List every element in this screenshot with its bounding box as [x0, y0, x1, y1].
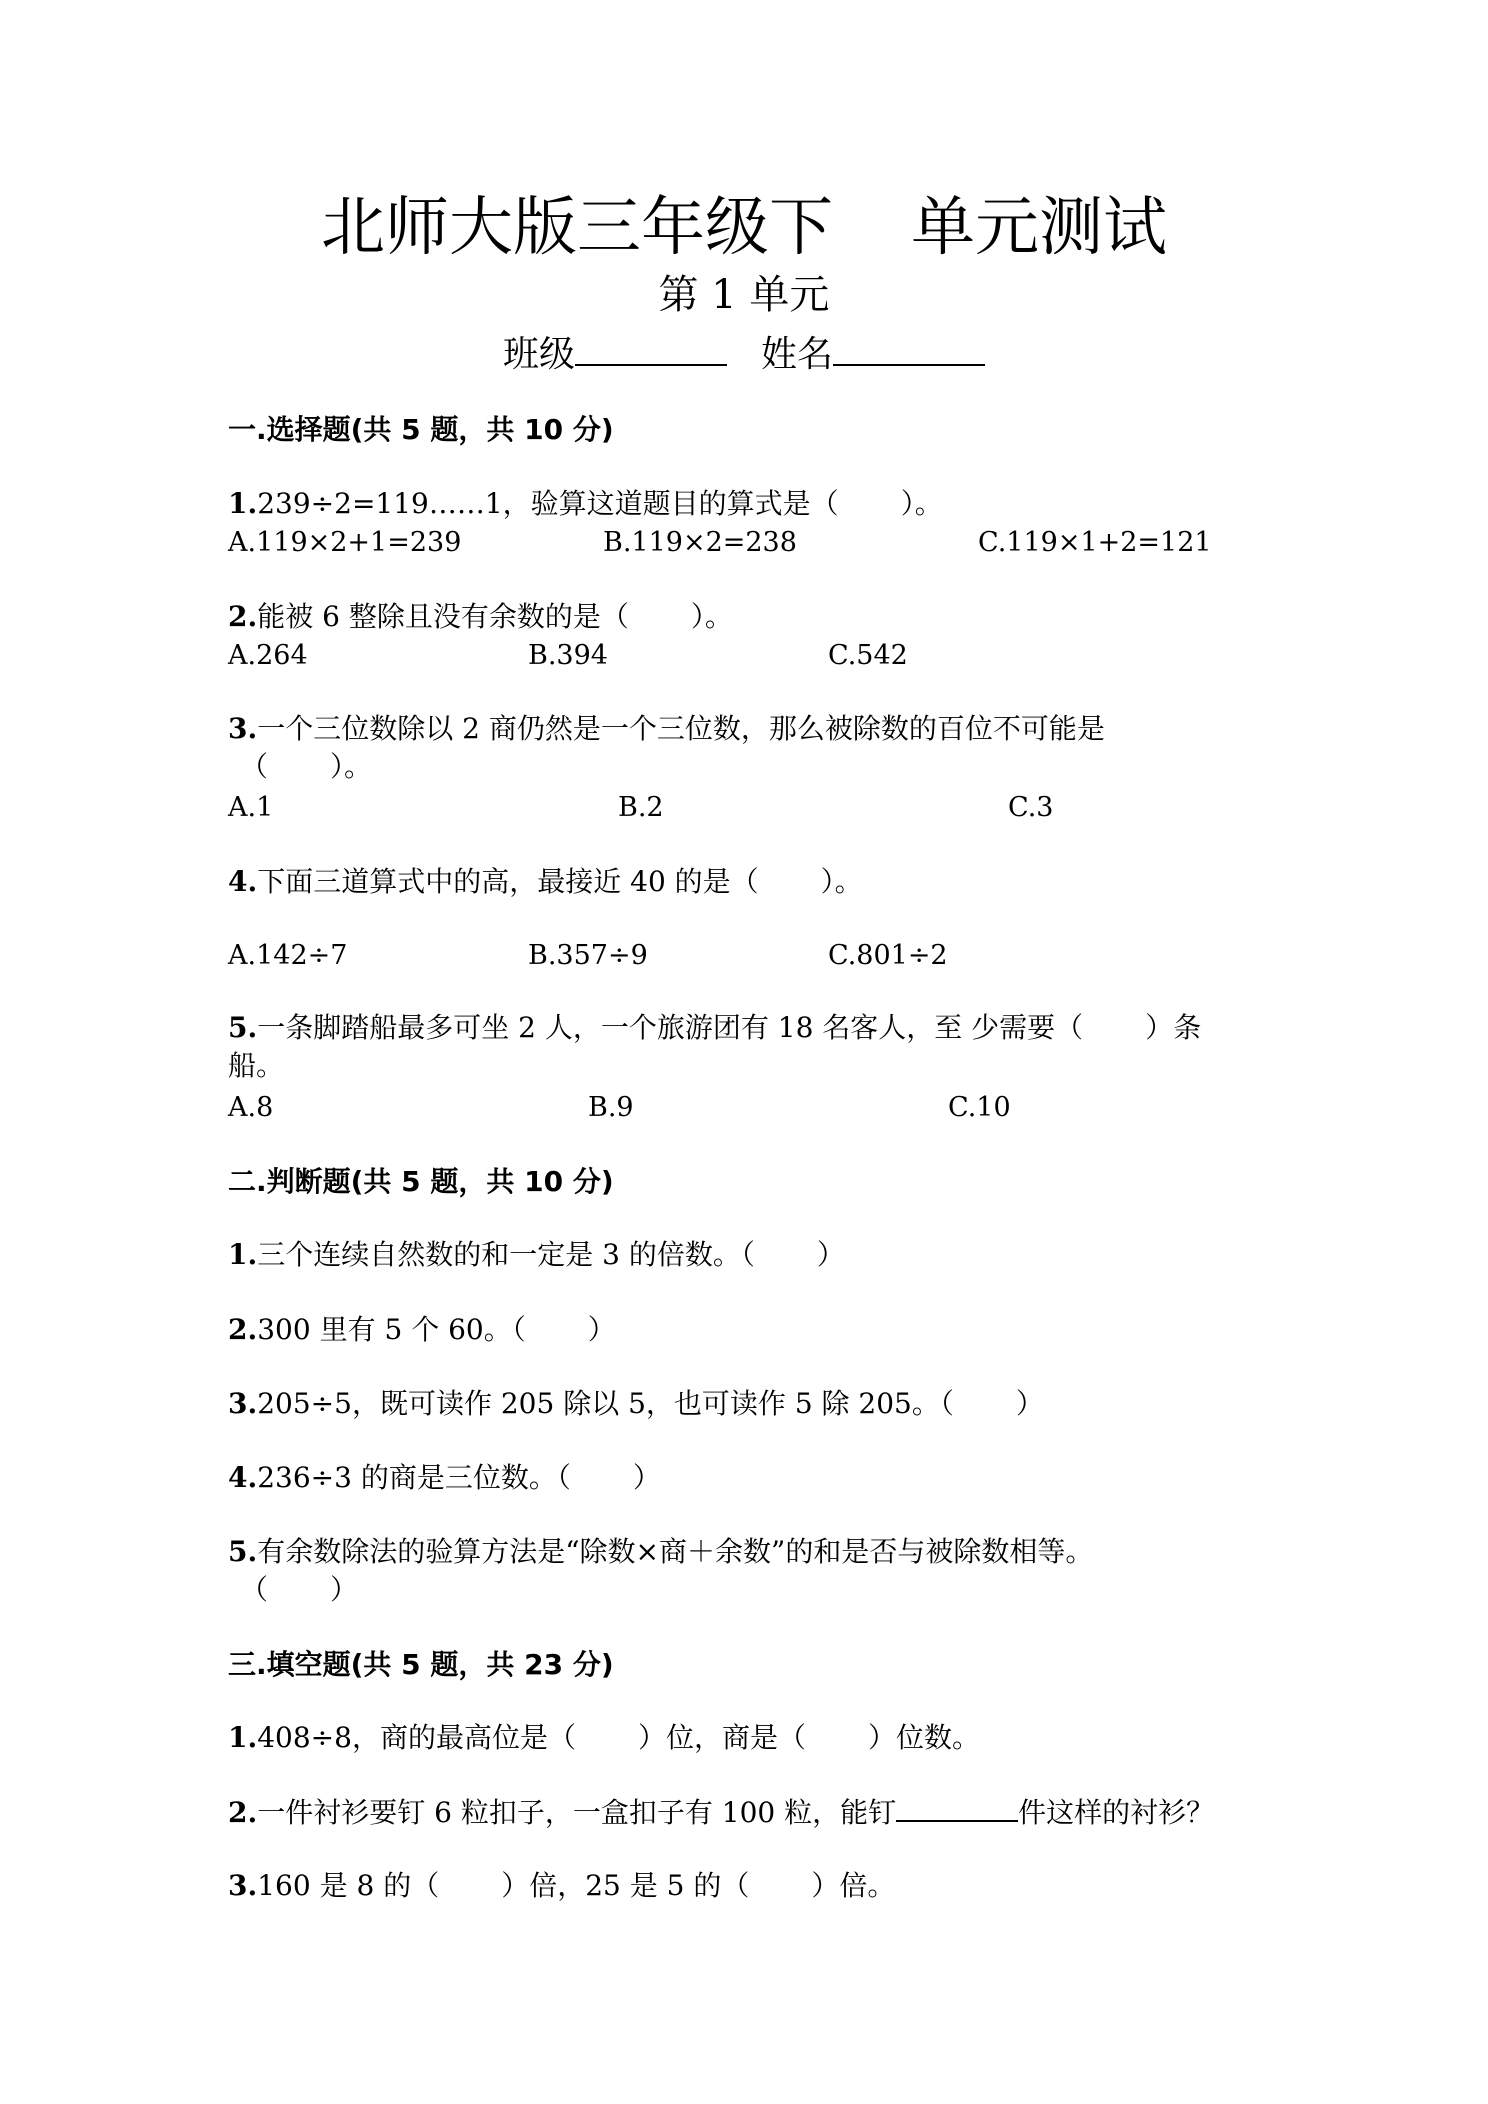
fill-question-2: 2.一件衬衫要钉 6 粒扣子，一盒扣子有 100 粒，能钉 件这样的衬衫？ — [228, 1792, 1214, 1833]
choice-2-option-c[interactable]: C.542 — [828, 640, 908, 671]
unit-subtitle: 第 1 单元 — [658, 272, 830, 318]
choice-5-option-a[interactable]: A.8 — [228, 1092, 274, 1123]
name-blank[interactable] — [833, 326, 985, 366]
choice-4-option-b[interactable]: B.357÷9 — [528, 940, 648, 971]
choice-5-option-b[interactable]: B.9 — [588, 1092, 634, 1123]
choice-4-option-c[interactable]: C.801÷2 — [828, 940, 948, 971]
choice-1-option-c[interactable]: C.119×1+2=121 — [978, 527, 1212, 558]
choice-3-option-c[interactable]: C.3 — [1008, 792, 1054, 823]
name-label: 姓名 — [761, 334, 834, 375]
student-info-row — [0, 326, 1488, 380]
choice-question-5: 5.一条脚踏船最多可坐 2 人，一个旅游团有 18 名客人，至 少需要（ ）条 — [228, 1011, 1202, 1044]
choice-4-option-a[interactable]: A.142÷7 — [228, 940, 348, 971]
choice-1-option-b[interactable]: B.119×2=238 — [603, 527, 797, 558]
section-heading-choice: 一.选择题(共 5 题，共 10 分) — [228, 413, 614, 446]
choice-5-option-c[interactable]: C.10 — [948, 1092, 1011, 1123]
title-part2: 单元测试 — [911, 191, 1167, 265]
judgement-question-5: 5.有余数除法的验算方法是“除数×商＋余数”的和是否与被除数相等。 — [228, 1535, 1094, 1568]
page-title — [0, 188, 1488, 268]
section-heading-fill: 三.填空题(共 5 题，共 23 分) — [228, 1648, 614, 1681]
choice-2-option-b[interactable]: B.394 — [528, 640, 608, 671]
choice-question-3-line2: （ ）。 — [240, 750, 373, 783]
choice-1-option-a[interactable]: A.119×2+1=239 — [228, 527, 462, 558]
choice-question-2: 2.能被 6 整除且没有余数的是（ ）。 — [228, 600, 733, 633]
judgement-question-2: 2.300 里有 5 个 60。（ ） — [228, 1313, 616, 1346]
choice-question-5-line2: 船。 — [228, 1049, 285, 1082]
choice-question-4: 4.下面三道算式中的高，最接近 40 的是（ ）。 — [228, 865, 863, 898]
fill-2-answer-blank[interactable] — [896, 1792, 1018, 1822]
class-blank[interactable] — [575, 326, 727, 366]
choice-3-option-b[interactable]: B.2 — [618, 792, 664, 823]
title-part1: 北师大版三年级下 — [321, 191, 833, 265]
choice-question-3: 3.一个三位数除以 2 商仍然是一个三位数，那么被除数的百位不可能是 — [228, 712, 1105, 745]
choice-2-option-a[interactable]: A.264 — [228, 640, 308, 671]
fill-question-3: 3.160 是 8 的（ ）倍，25 是 5 的（ ）倍。 — [228, 1869, 896, 1902]
judgement-question-5-line2: （ ） — [240, 1573, 359, 1606]
class-label: 班级 — [502, 334, 575, 375]
section-heading-judgement: 二.判断题(共 5 题，共 10 分) — [228, 1165, 614, 1198]
judgement-question-4: 4.236÷3 的商是三位数。（ ） — [228, 1461, 661, 1494]
choice-question-1: 1.239÷2=119……1，验算这道题目的算式是（ ）。 — [228, 487, 943, 520]
choice-3-option-a[interactable]: A.1 — [228, 792, 274, 823]
judgement-question-3: 3.205÷5，既可读作 205 除以 5，也可读作 5 除 205。（ ） — [228, 1387, 1044, 1420]
fill-question-1: 1.408÷8，商的最高位是（ ）位，商是（ ）位数。 — [228, 1721, 980, 1754]
judgement-question-1: 1.三个连续自然数的和一定是 3 的倍数。（ ） — [228, 1238, 845, 1271]
